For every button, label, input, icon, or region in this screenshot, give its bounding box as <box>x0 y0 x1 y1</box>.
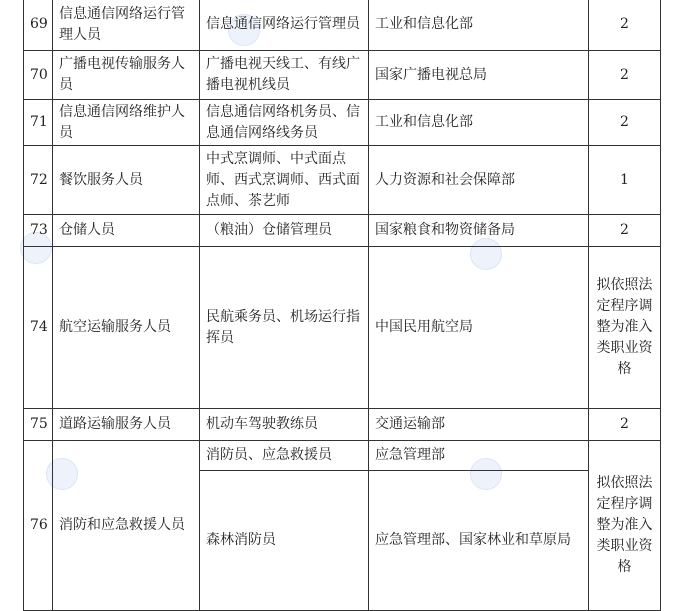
note-cell: 2 <box>589 51 661 100</box>
category-cell: 信息通信网络维护人员 <box>53 100 200 146</box>
row-number: 75 <box>24 409 53 441</box>
row-number: 69 <box>24 0 53 51</box>
row-number: 74 <box>24 247 53 409</box>
category-cell: 航空运输服务人员 <box>53 247 200 409</box>
table-row <box>24 215 661 247</box>
occupation-cell: 消防员、应急救援员 <box>200 441 369 471</box>
table-row <box>24 146 661 215</box>
occupation-cell: （粮油）仓储管理员 <box>200 215 369 247</box>
row-number: 73 <box>24 215 53 247</box>
note-cell: 2 <box>589 100 661 146</box>
category-cell: 餐饮服务人员 <box>53 146 200 215</box>
department-cell: 应急管理部 <box>369 441 589 471</box>
note-cell: 拟依照法定程序调整为准入类职业资格 <box>589 441 661 611</box>
row-number: 70 <box>24 51 53 100</box>
department-cell: 工业和信息化部 <box>369 0 589 51</box>
department-cell: 国家粮食和物资储备局 <box>369 215 589 247</box>
department-cell: 中国民用航空局 <box>369 247 589 409</box>
department-cell: 人力资源和社会保障部 <box>369 146 589 215</box>
row-number: 71 <box>24 100 53 146</box>
occupation-cell: 信息通信网络机务员、信息通信网络线务员 <box>200 100 369 146</box>
department-cell: 国家广播电视总局 <box>369 51 589 100</box>
table-row <box>24 409 661 441</box>
category-cell: 消防和应急救援人员 <box>53 441 200 611</box>
occupation-cell: 广播电视天线工、有线广播电视机线员 <box>200 51 369 100</box>
category-cell: 道路运输服务人员 <box>53 409 200 441</box>
department-cell: 交通运输部 <box>369 409 589 441</box>
note-cell: 2 <box>589 409 661 441</box>
table-row <box>24 441 661 471</box>
row-number: 76 <box>24 441 53 611</box>
note-cell: 2 <box>589 0 661 51</box>
occupation-cell: 机动车驾驶教练员 <box>200 409 369 441</box>
category-cell: 广播电视传输服务人员 <box>53 51 200 100</box>
category-cell: 信息通信网络运行管理人员 <box>53 0 200 51</box>
department-cell: 应急管理部、国家林业和草原局 <box>369 471 589 611</box>
occupation-cell: 森林消防员 <box>200 471 369 611</box>
row-number: 72 <box>24 146 53 215</box>
occupation-cell: 民航乘务员、机场运行指挥员 <box>200 247 369 409</box>
occupation-cell: 中式烹调师、中式面点师、西式烹调师、西式面点师、茶艺师 <box>200 146 369 215</box>
note-cell: 1 <box>589 146 661 215</box>
note-cell: 2 <box>589 215 661 247</box>
table-row <box>24 0 661 51</box>
table-row <box>24 247 661 409</box>
note-cell: 拟依照法定程序调整为准入类职业资格 <box>589 247 661 409</box>
table-row <box>24 100 661 146</box>
department-cell: 工业和信息化部 <box>369 100 589 146</box>
occupation-cell: 信息通信网络运行管理员 <box>200 0 369 51</box>
qualification-table <box>23 0 661 611</box>
table-row <box>24 51 661 100</box>
category-cell: 仓储人员 <box>53 215 200 247</box>
